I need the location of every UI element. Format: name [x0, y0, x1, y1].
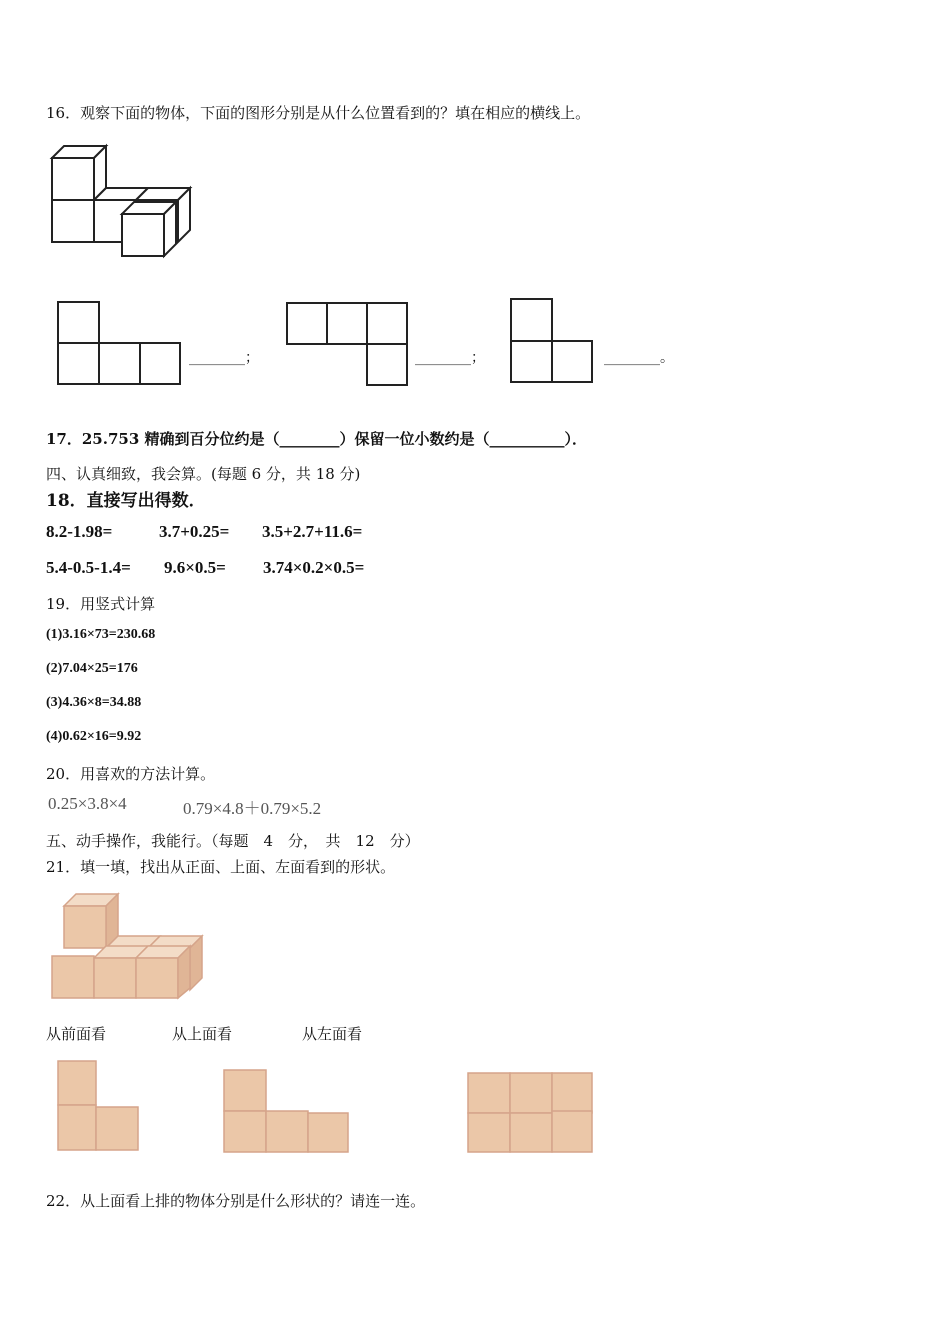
q21-view-1	[56, 1059, 142, 1153]
q18-r1-c3: 3.5+2.7+11.6=	[262, 522, 363, 541]
q21-label-top: 从上面看	[172, 1025, 233, 1043]
q19-item-1: (1)3.16×73=230.68	[46, 627, 156, 642]
q18-r1-c1: 8.2-1.98=	[46, 522, 113, 541]
section4-title: 四、认真细致，我会算。(每题 6 分，共 18 分)	[46, 465, 361, 483]
q16-blank-1[interactable]: ________；	[189, 350, 259, 366]
q19-item-2: (2)7.04×25=176	[46, 661, 138, 676]
q19-item-4: (4)0.62×16=9.92	[46, 729, 142, 744]
q16-blank-3[interactable]: ________。	[604, 350, 674, 366]
q18-text: 18．直接写出得数．	[46, 491, 206, 511]
q16-cube-figure	[48, 142, 193, 260]
q21-view-3	[466, 1071, 596, 1155]
q16-view-1	[57, 301, 181, 385]
q18-r2-c1: 5.4-0.5-1.4=	[46, 558, 131, 577]
q16-view-2	[286, 302, 410, 386]
q20-text: 20．用喜欢的方法计算。	[46, 765, 216, 783]
q21-cube-figure	[50, 890, 206, 1002]
q20-expr-2: 0.79×4.8＋0.79×5.2	[183, 799, 322, 818]
q22-text: 22．从上面看上排的物体分别是什么形状的？请连一连。	[46, 1192, 426, 1210]
q17-text: 17．25.753 精确到百分位约是（________）保留一位小数约是（__________）．	[46, 430, 588, 448]
q21-label-front: 从前面看	[46, 1025, 107, 1043]
q21-text: 21．填一填，找出从正面、上面、左面看到的形状。	[46, 858, 396, 876]
q21-label-left: 从左面看	[302, 1025, 363, 1043]
q16-text: 16．观察下面的物体，下面的图形分别是从什么位置看到的？填在相应的横线上。	[46, 104, 591, 122]
q18-r1-c2: 3.7+0.25=	[159, 522, 230, 541]
q16-blank-2[interactable]: ________；	[415, 350, 485, 366]
q18-r2-c3: 3.74×0.2×0.5=	[263, 558, 365, 577]
q19-text: 19．用竖式计算	[46, 595, 156, 613]
q18-r2-c2: 9.6×0.5=	[164, 558, 226, 577]
q19-item-3: (3)4.36×8=34.88	[46, 695, 142, 710]
section5-title: 五、动手操作，我能行。（每题 4 分， 共 12 分）	[46, 832, 420, 850]
q16-view-3	[510, 298, 594, 384]
q21-view-2	[222, 1068, 352, 1156]
q20-expr-1: 0.25×3.8×4	[48, 794, 127, 813]
